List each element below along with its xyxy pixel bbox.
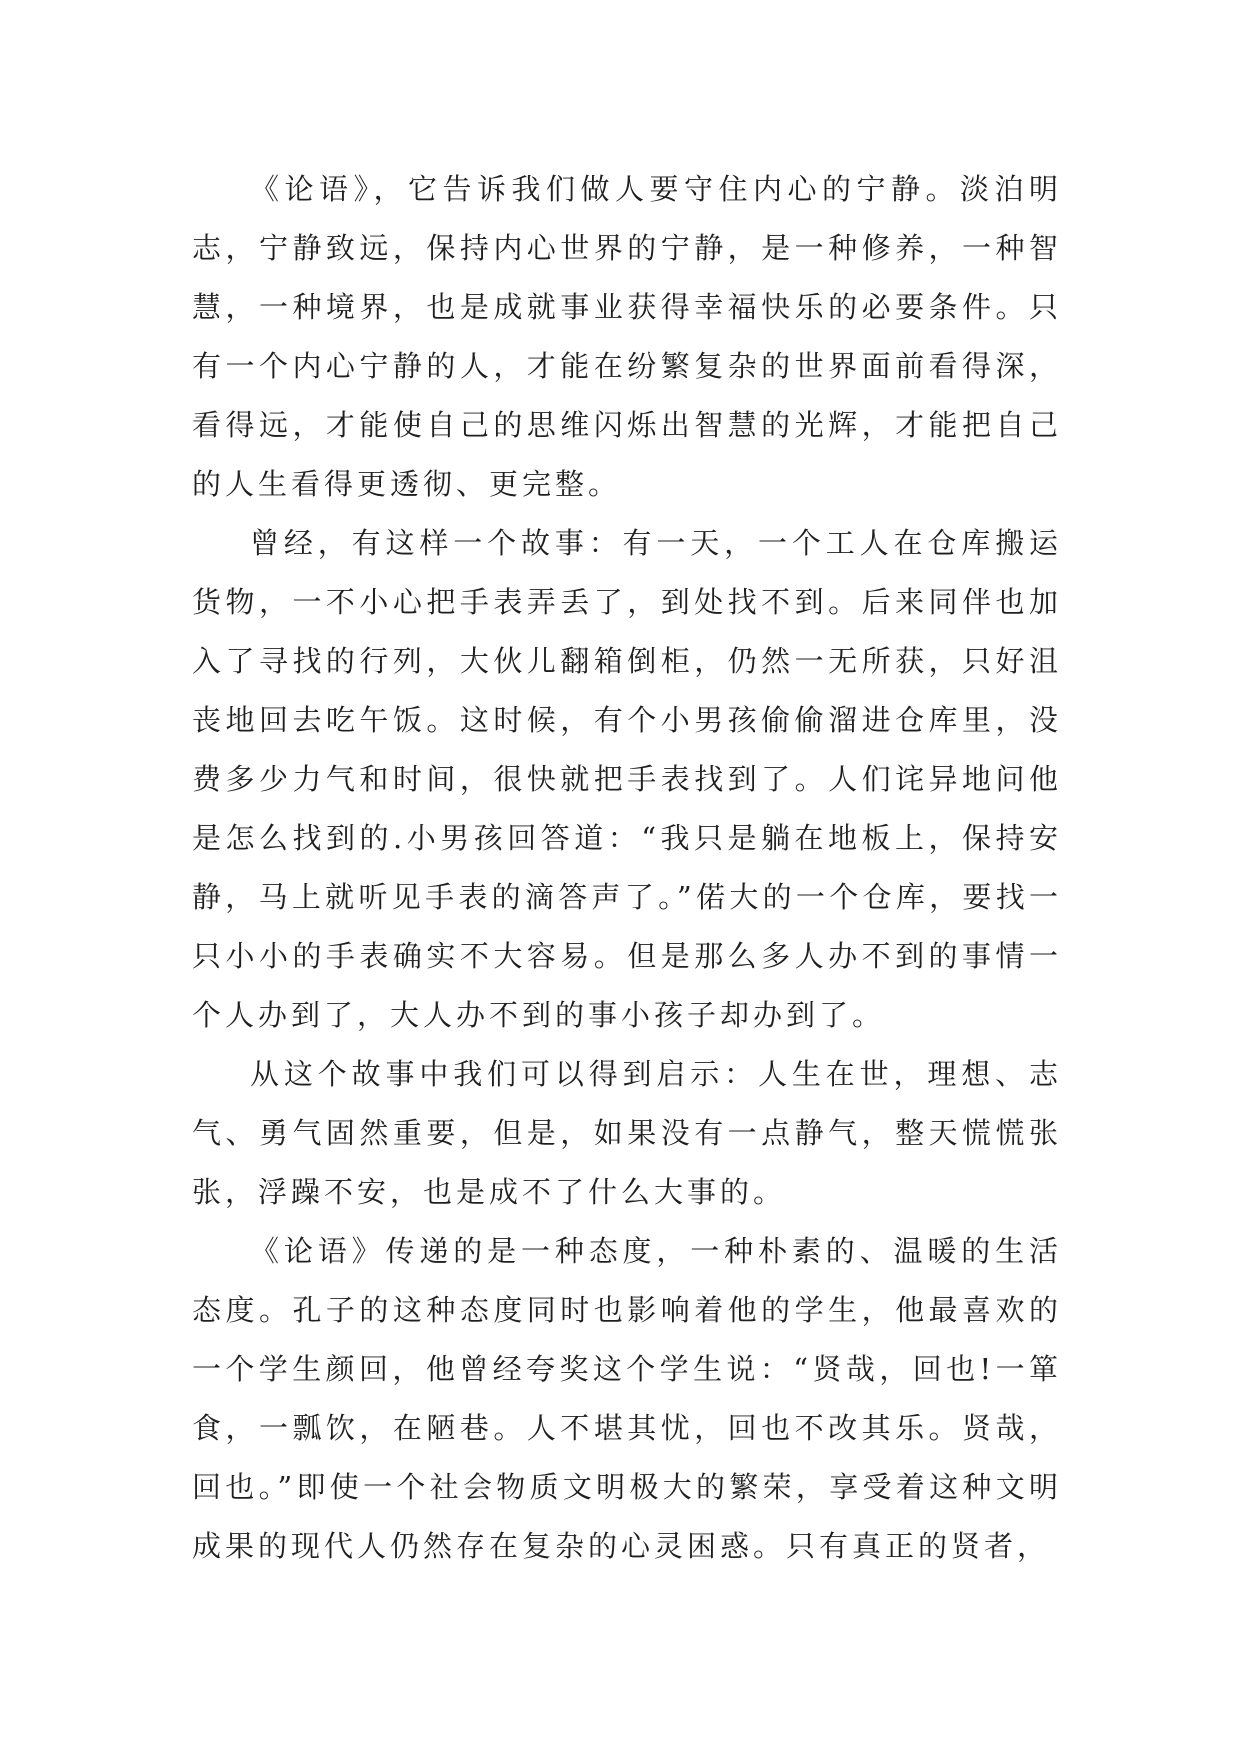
paragraph-3: 从这个故事中我们可以得到启示：人生在世，理想、志气、勇气固然重要，但是，如果没有一点静气，整天慌慌张张，浮躁不安，也是成不了什么大事的。 (192, 1057, 1062, 1209)
document-body (192, 160, 1062, 1576)
paragraph-4: 《论语》传递的是一种态度，一种朴素的、温暖的生活态度。孔子的这种态度同时也影响着他的学生，他最喜欢的一个学生颜回，他曾经夸奖这个学生说：“贤哉，回也!一箪食，一瓢饮，在陋巷。人不堪其忧，回也不改其乐。贤哉，回也。”即使一个社会物质文明极大的繁荣，享受着这种文明成果的现代人仍然存在复杂的心灵困惑。只有真正的贤者， (192, 1234, 1062, 1563)
paragraph-1: 《论语》，它告诉我们做人要守住内心的宁静。淡泊明志，宁静致远，保持内心世界的宁静，是一种修养，一种智慧，一种境界，也是成就事业获得幸福快乐的必要条件。只有一个内心宁静的人，才能在纷繁复杂的世界面前看得深，看得远，才能使自己的思维闪烁出智慧的光辉，才能把自己的人生看得更透彻、更完整。 (192, 172, 1062, 501)
paragraph-2: 曾经，有这样一个故事：有一天，一个工人在仓库搬运货物，一不小心把手表弄丢了，到处找不到。后来同伴也加入了寻找的行列，大伙儿翻箱倒柜，仍然一无所获，只好沮丧地回去吃午饭。这时候，有个小男孩偷偷溜进仓库里，没费多少力气和时间，很快就把手表找到了。人们诧异地问他是怎么找到的.小男孩回答道：“我只是躺在地板上，保持安静，马上就听见手表的滴答声了。”偌大的一个仓库，要找一只小小的手表确实不大容易。但是那么多人办不到的事情一个人办到了，大人办不到的事小孩子却办到了。 (192, 526, 1062, 1032)
